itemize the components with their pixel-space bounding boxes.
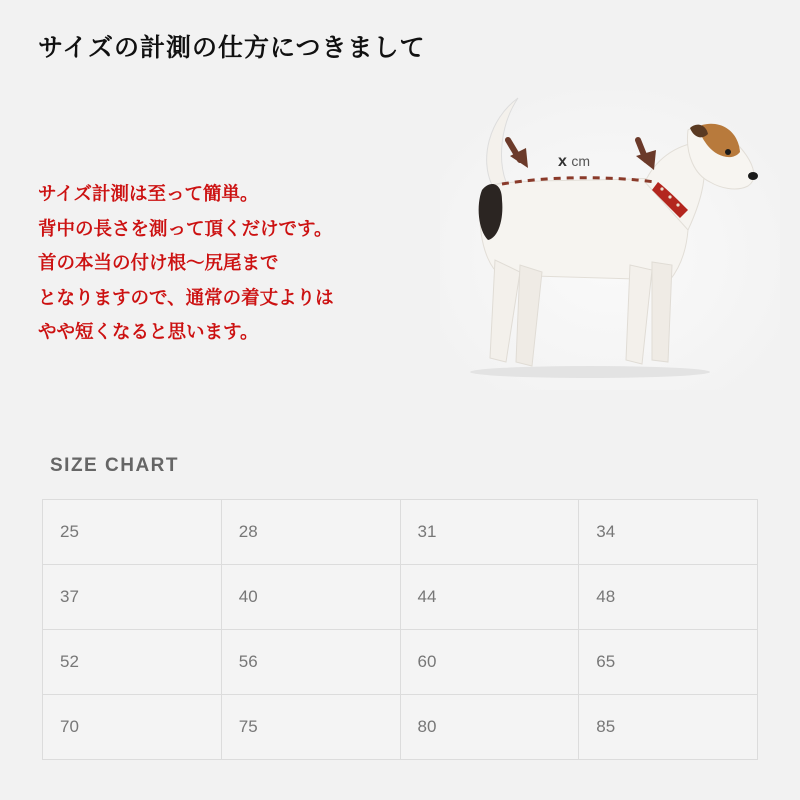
note-line: 首の本当の付け根〜尻尾まで — [38, 253, 279, 274]
size-cell: 52 — [43, 630, 222, 695]
table-row — [43, 500, 758, 565]
size-cell: 80 — [400, 695, 579, 760]
size-cell: 65 — [579, 630, 758, 695]
size-cell: 70 — [43, 695, 222, 760]
dog-eye — [725, 149, 731, 155]
dog-leg — [652, 262, 672, 362]
size-cell: 37 — [43, 565, 222, 630]
size-chart-table — [42, 499, 758, 760]
dog-nose — [748, 172, 758, 180]
measurement-unit: cm — [571, 153, 591, 169]
note-line: やや短くなると思います。 — [38, 322, 259, 343]
measurement-notes — [38, 178, 334, 351]
size-cell: 75 — [221, 695, 400, 760]
dog-measurement-photo — [440, 90, 780, 390]
size-cell: 44 — [400, 565, 579, 630]
table-row — [43, 695, 758, 760]
table-row — [43, 565, 758, 630]
size-cell: 56 — [221, 630, 400, 695]
note-line: サイズ計測は至って簡単。 — [38, 184, 259, 205]
size-cell: 60 — [400, 630, 579, 695]
size-cell: 48 — [579, 565, 758, 630]
size-cell: 34 — [579, 500, 758, 565]
size-cell: 31 — [400, 500, 579, 565]
page-title: サイズの計測の仕方につきまして — [38, 33, 426, 62]
note-line: となりますので、通常の着丈よりは — [38, 287, 334, 309]
table-row — [43, 630, 758, 695]
note-line: 背中の長さを測って頂くだけです。 — [38, 218, 333, 240]
measurement-variable: x — [558, 153, 567, 170]
size-cell: 28 — [221, 500, 400, 565]
size-chart-title: SIZE CHART — [50, 455, 179, 476]
size-cell: 40 — [221, 565, 400, 630]
measurement-label — [558, 153, 590, 171]
size-cell: 85 — [579, 695, 758, 760]
size-cell: 25 — [43, 500, 222, 565]
